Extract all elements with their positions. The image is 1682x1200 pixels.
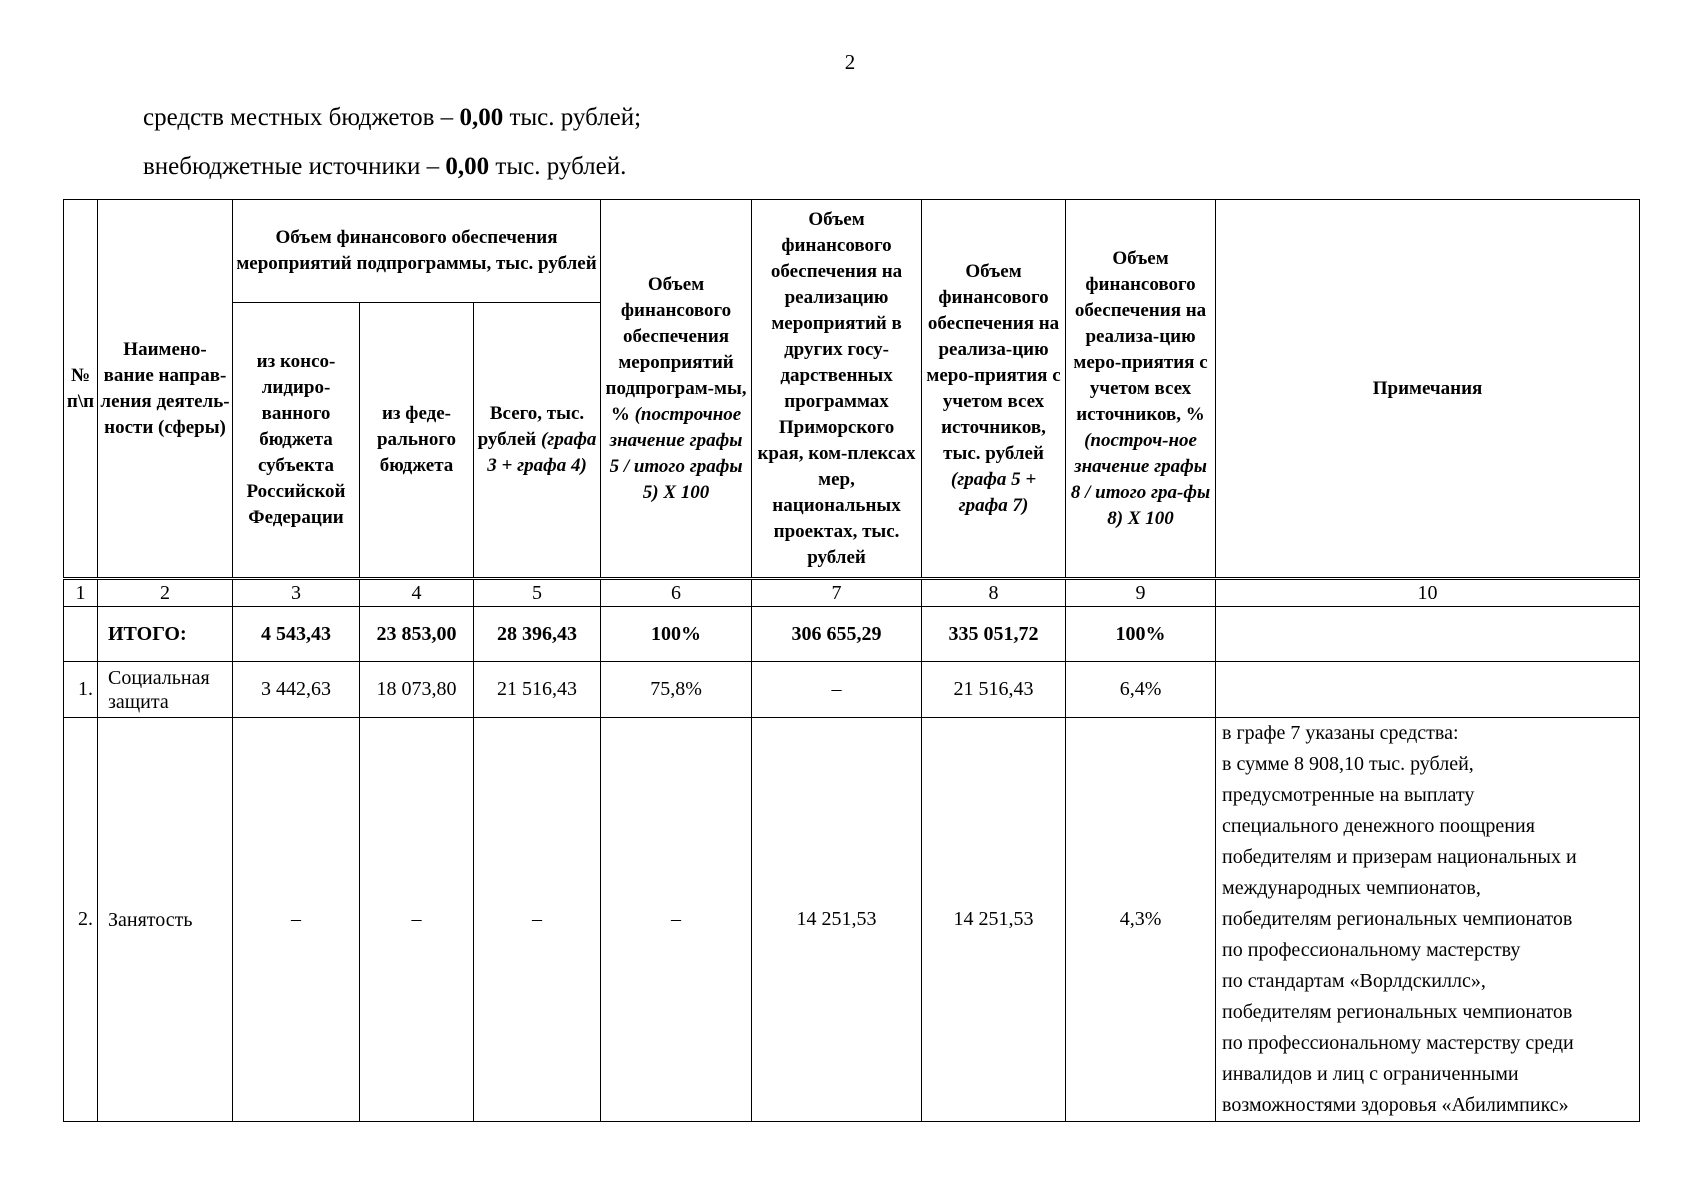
row-other-programs: 14 251,53 — [752, 718, 922, 1122]
header-all-sources-total: Объем финансового обеспечения на реализа-цию меро-приятия с учетом всех источников, тыс. рублей (графа 5 + графа 7) — [922, 200, 1066, 579]
financing-table — [63, 199, 1640, 1122]
note-line: победителям и призерам национальных и — [1222, 846, 1577, 868]
row-total: 21 516,43 — [474, 662, 601, 718]
row-federal: 18 073,80 — [360, 662, 474, 718]
note-line: в графе 7 указаны средства: — [1222, 722, 1459, 744]
note-line: предусмотренные на выплату — [1222, 784, 1475, 806]
note-line: по профессиональному мастерству среди — [1222, 1032, 1574, 1054]
column-number: 2 — [98, 579, 233, 607]
column-number: 9 — [1066, 579, 1216, 607]
row-share: 75,8% — [601, 662, 752, 718]
header-number: № п\п — [64, 200, 98, 579]
total-federal: 23 853,00 — [360, 607, 474, 662]
total-notes — [1216, 607, 1640, 662]
row-all-sources: 21 516,43 — [922, 662, 1066, 718]
row-federal: – — [360, 718, 474, 1122]
total-sum: 28 396,43 — [474, 607, 601, 662]
intro-line-extrabudgetary: внебюджетные источники – 0,00 тыс. рублей. — [143, 153, 627, 180]
table-row — [64, 662, 1640, 718]
row-all-sources: 14 251,53 — [922, 718, 1066, 1122]
header-subprogram-group: Объем финансового обеспечения мероприятий подпрограммы, тыс. рублей — [233, 200, 601, 303]
row-name: Социальная защита — [98, 662, 233, 718]
note-line: специального денежного поощрения — [1222, 815, 1535, 837]
total-label: ИТОГО: — [98, 607, 233, 662]
table-row — [64, 718, 1640, 1122]
total-other-programs: 306 655,29 — [752, 607, 922, 662]
note-line: победителям региональных чемпионатов — [1222, 1001, 1573, 1023]
header-activity-name: Наимено-вание направ-ления деятель-ности (сферы) — [98, 200, 233, 579]
column-number: 3 — [233, 579, 360, 607]
note-line: международных чемпионатов, — [1222, 877, 1481, 899]
intro-line-local-budgets: средств местных бюджетов – 0,00 тыс. рублей; — [143, 104, 642, 131]
row-notes — [1216, 718, 1640, 1122]
row-number: 1. — [64, 662, 98, 718]
column-number: 1 — [64, 579, 98, 607]
column-number: 8 — [922, 579, 1066, 607]
header-total: Всего, тыс. рублей (графа 3 + графа 4) — [474, 303, 601, 579]
total-all-sources: 335 051,72 — [922, 607, 1066, 662]
note-line: инвалидов и лиц с ограниченными — [1222, 1063, 1519, 1085]
column-number: 4 — [360, 579, 474, 607]
header-all-sources-percent: Объем финансового обеспечения на реализа-цию меро-приятия с учетом всех источников, % (построч-ное значение графы 8 / итого гра-фы 8) Х 100 — [1066, 200, 1216, 579]
row-all-sources-percent: 6,4% — [1066, 662, 1216, 718]
header-consolidated-budget: из консо-лидиро-ванного бюджета субъекта Российской Федерации — [233, 303, 360, 579]
total-all-sources-percent: 100% — [1066, 607, 1216, 662]
total-share: 100% — [601, 607, 752, 662]
row-all-sources-percent: 4,3% — [1066, 718, 1216, 1122]
row-consolidated: – — [233, 718, 360, 1122]
note-line: по профессиональному мастерству — [1222, 939, 1521, 961]
note-line: победителям региональных чемпионатов — [1222, 908, 1573, 930]
column-numbers-row — [64, 579, 1640, 607]
total-consolidated: 4 543,43 — [233, 607, 360, 662]
note-line: возможностями здоровья «Абилимпикс» — [1222, 1094, 1569, 1116]
row-consolidated: 3 442,63 — [233, 662, 360, 718]
header-other-programs: Объем финансового обеспечения на реализацию мероприятий в других госу-дарственных программах Приморского края, ком-плексах мер, национальных проектах, тыс. рублей — [752, 200, 922, 579]
column-number: 10 — [1216, 579, 1640, 607]
header-notes: Примечания — [1216, 200, 1640, 579]
note-line: в сумме 8 908,10 тыс. рублей, — [1222, 753, 1474, 775]
row-total: – — [474, 718, 601, 1122]
column-number: 7 — [752, 579, 922, 607]
total-row — [64, 607, 1640, 662]
header-federal-budget: из феде-рального бюджета — [360, 303, 474, 579]
row-notes — [1216, 662, 1640, 718]
note-line: по стандартам «Ворлдскиллс», — [1222, 970, 1486, 992]
row-number: 2. — [64, 718, 98, 1122]
column-number: 6 — [601, 579, 752, 607]
header-share-percent: Объем финансового обеспечения мероприятий подпрограм-мы, % (построчное значение графы 5 / итого графы 5) Х 100 — [601, 200, 752, 579]
total-number-cell — [64, 607, 98, 662]
page-number: 2 — [844, 50, 856, 74]
row-other-programs: – — [752, 662, 922, 718]
row-name: Занятость — [98, 718, 233, 1122]
row-share: – — [601, 718, 752, 1122]
column-number: 5 — [474, 579, 601, 607]
